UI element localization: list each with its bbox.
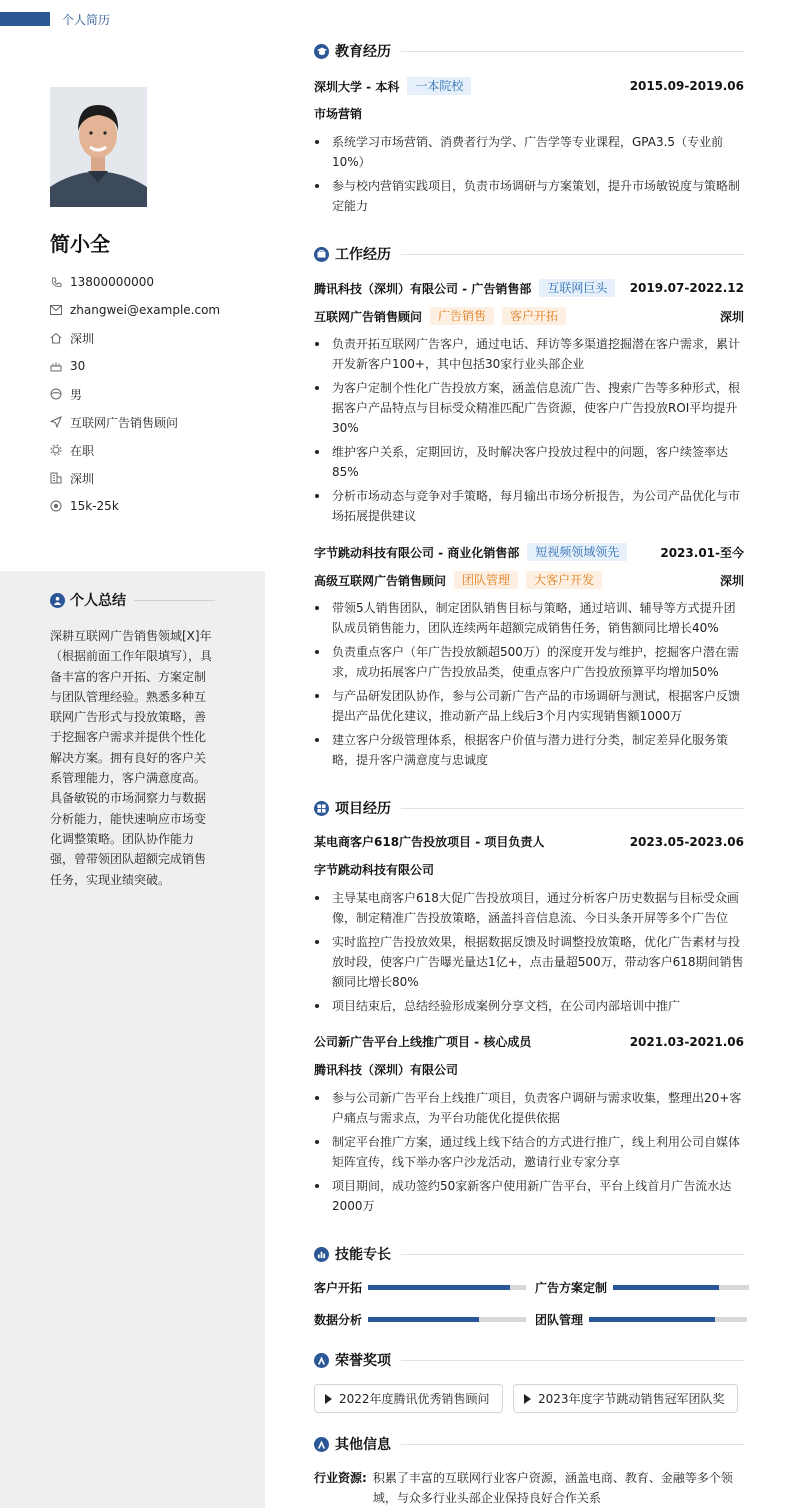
user-circle-icon <box>50 593 65 608</box>
skill-track <box>589 1317 747 1322</box>
info-gender-text: 男 <box>70 387 83 402</box>
skill-item <box>314 1311 526 1328</box>
skill-name: 客户开拓 <box>314 1281 363 1295</box>
project-period: 2023.05-2023.06 <box>629 834 744 849</box>
work-title: 工作经历 <box>335 247 391 263</box>
list-item: 带领5人销售团队，制定团队销售目标与策略，通过培训、辅导等方式提升团队成员销售能力，团队连续两年超额完成销售任务，销售额同比增长40% <box>314 598 744 638</box>
coin-icon <box>50 500 62 512</box>
award-text: 2022年度腾讯优秀销售顾问 <box>339 1392 490 1406</box>
bar-chart-icon <box>314 1247 329 1262</box>
list-item: 主导某电商客户618大促广告投放项目，通过分析客户历史数据与目标受众画像，制定精准广告投放策略，涵盖抖音信息流、今日头条开屏等多个广告位 <box>314 888 744 928</box>
list-item: 与产品研发团队协作，参与公司新广告产品的市场调研与测试，根据客户反馈提出产品优化建议，推动新产品上线后3个月内实现销售额1000万 <box>314 686 744 726</box>
skill-fill <box>368 1317 479 1322</box>
award-icon <box>314 1353 329 1368</box>
info-age <box>50 352 220 380</box>
list-item: 为客户定制个性化广告投放方案，涵盖信息流广告、搜索广告等多种形式，根据客户产品特点与目标受众精准匹配广告资源，使客户广告投放ROI平均提升30% <box>314 378 744 438</box>
job-city: 深圳 <box>719 573 744 588</box>
education-title: 教育经历 <box>335 44 391 60</box>
divider <box>401 808 744 809</box>
job-role: 高级互联网广告销售顾问 <box>314 573 447 588</box>
header-accent-bar <box>0 12 50 26</box>
list-item: 分析市场动态与竞争对手策略，每月输出市场分析报告，为公司产品优化与市场拓展提供建议 <box>314 486 744 526</box>
play-icon <box>325 1394 332 1404</box>
divider <box>401 51 744 52</box>
summary-text: 深耕互联网广告销售领域[X]年（根据前面工作年限填写），具备丰富的客户开拓、方案定制与团队管理经验。熟悉多种互联网广告形式与投放策略，善于挖掘客户需求并提供个性化解决方案。拥有良好的客户关系管理能力，客户满意度高。具备敏锐的市场洞察力与数据分析能力，能快速响应市场变化调整策略。团队协作能力强，曾带领团队超额完成销售任务，实现业绩突破。 <box>50 629 213 887</box>
home-icon <box>50 332 62 344</box>
info-email <box>50 296 220 324</box>
skill-item <box>535 1311 747 1328</box>
awards-title: 荣誉奖项 <box>335 1353 391 1369</box>
award-item <box>513 1384 738 1413</box>
info-city-text: 深圳 <box>70 471 95 486</box>
summary-title: 个人总结 <box>70 593 126 609</box>
awards-header <box>314 1350 744 1370</box>
info-salary-text: 15k-25k <box>70 499 119 513</box>
education-period: 2015.09-2019.06 <box>629 79 744 93</box>
job-skill-tag: 大客户开发 <box>526 571 602 589</box>
skill-fill <box>589 1317 715 1322</box>
info-phone <box>50 268 220 296</box>
job-role: 互联网广告销售顾问 <box>314 309 423 324</box>
job-role-row <box>314 307 744 325</box>
projects-header <box>314 798 744 818</box>
avatar <box>50 87 147 207</box>
project-row <box>314 833 744 850</box>
info-email-text: zhangwei@example.com <box>70 303 221 317</box>
education-header <box>314 41 744 61</box>
job-tag: 短视频领域领先 <box>527 543 627 561</box>
job-city: 深圳 <box>719 309 744 324</box>
divider <box>134 600 215 601</box>
info-age-text: 30 <box>70 359 86 373</box>
project-org-row <box>314 861 744 878</box>
job-skill-tag: 广告销售 <box>430 307 494 325</box>
divider <box>401 1444 744 1445</box>
info-position <box>50 408 220 436</box>
other-row <box>314 1468 744 1508</box>
summary-header <box>50 590 215 610</box>
mail-icon <box>50 304 62 316</box>
skills-title: 技能专长 <box>335 1247 391 1263</box>
job-company: 腾讯科技（深圳）有限公司 - 广告销售部 <box>314 281 532 296</box>
job-role-row <box>314 571 744 589</box>
list-item: 系统学习市场营销、消费者行为学、广告学等专业课程，GPA3.5（专业前10%） <box>314 132 744 172</box>
job-skill-tag: 团队管理 <box>454 571 518 589</box>
other-title: 其他信息 <box>335 1437 391 1453</box>
info-location-text: 深圳 <box>70 331 95 346</box>
info-status <box>50 436 220 464</box>
info-city <box>50 464 220 492</box>
info-status-text: 在职 <box>70 443 95 458</box>
skill-name: 团队管理 <box>535 1313 584 1327</box>
project-org: 腾讯科技（深圳）有限公司 <box>314 1063 459 1077</box>
send-icon <box>50 416 62 428</box>
briefcase-icon <box>314 247 329 262</box>
play-icon <box>524 1394 531 1404</box>
divider <box>401 1360 744 1361</box>
header-label: 个人简历 <box>62 13 111 27</box>
profile-name: 简小全 <box>50 232 110 256</box>
skill-track <box>368 1285 526 1290</box>
education-major: 市场营销 <box>314 107 363 121</box>
list-item: 维护客户关系，定期回访，及时解决客户投放过程中的问题，客户续签率达85% <box>314 442 744 482</box>
list-item: 实时监控广告投放效果，根据数据反馈及时调整投放策略，优化广告素材与投放时段，使客户广告曝光量达1亿+，点击量超500万，带动客户618期间销售额同比增长80% <box>314 932 744 992</box>
skill-item <box>535 1279 749 1296</box>
list-item: 负责开拓互联网广告客户，通过电话、拜访等多渠道挖掘潜在客户需求，累计开发新客户100+，其中包括30家行业头部企业 <box>314 334 744 374</box>
user-icon <box>50 388 62 400</box>
building-icon <box>50 472 62 484</box>
project-name: 某电商客户618广告投放项目 - 项目负责人 <box>314 835 545 849</box>
job-row <box>314 279 744 297</box>
skill-item <box>314 1279 526 1296</box>
list-item: 参与校内营销实践项目，负责市场调研与方案策划，提升市场敏锐度与策略制定能力 <box>314 176 744 216</box>
education-major-row <box>314 105 744 122</box>
project-org: 字节跳动科技有限公司 <box>314 863 435 877</box>
job-period: 2019.07-2022.12 <box>629 281 744 295</box>
skill-track <box>613 1285 749 1290</box>
education-tag: 一本院校 <box>407 77 471 95</box>
gear-icon <box>50 444 62 456</box>
info-phone-text: 13800000000 <box>70 275 154 289</box>
other-value: 积累了丰富的互联网行业客户资源，涵盖电商、教育、金融等多个领域，与众多行业头部企业保持良好合作关系 <box>372 1471 733 1505</box>
grid-icon <box>314 801 329 816</box>
divider <box>401 254 744 255</box>
list-item: 建立客户分级管理体系，根据客户价值与潜力进行分类，制定差异化服务策略，提升客户满意度与忠诚度 <box>314 730 744 770</box>
info-salary <box>50 492 220 520</box>
job-company: 字节跳动科技有限公司 - 商业化销售部 <box>314 545 520 560</box>
award-text: 2023年度字节跳动销售冠军团队奖 <box>538 1392 725 1406</box>
skill-name: 广告方案定制 <box>535 1281 608 1295</box>
project-org-row <box>314 1061 744 1078</box>
projects-title: 项目经历 <box>335 801 391 817</box>
job-skill-tag: 客户开拓 <box>502 307 566 325</box>
info-gender <box>50 380 220 408</box>
skill-fill <box>368 1285 510 1290</box>
phone-icon <box>50 276 62 288</box>
skill-fill <box>613 1285 719 1290</box>
divider <box>401 1254 744 1255</box>
graduation-cap-icon <box>314 44 329 59</box>
project-period: 2021.03-2021.06 <box>629 1034 744 1049</box>
list-item: 制定平台推广方案，通过线上线下结合的方式进行推广，线上利用公司自媒体矩阵宣传，线下举办客户沙龙活动，邀请行业专家分享 <box>314 1132 744 1172</box>
info-location <box>50 324 220 352</box>
job-row <box>314 543 744 561</box>
cake-icon <box>50 360 62 372</box>
job-period: 2023.01-至今 <box>660 545 744 560</box>
skills-header <box>314 1244 744 1264</box>
work-header <box>314 244 744 264</box>
skill-track <box>368 1317 526 1322</box>
contact-info <box>50 268 220 520</box>
skill-name: 数据分析 <box>314 1313 363 1327</box>
award-item <box>314 1384 503 1413</box>
education-school: 深圳大学 - 本科 <box>314 79 400 94</box>
education-row <box>314 77 744 95</box>
other-header <box>314 1434 744 1454</box>
info-position-text: 互联网广告销售顾问 <box>70 415 179 430</box>
project-name: 公司新广告平台上线推广项目 - 核心成员 <box>314 1035 532 1049</box>
award-icon <box>314 1437 329 1452</box>
list-item: 项目结束后，总结经验形成案例分享文档，在公司内部培训中推广 <box>314 996 744 1016</box>
list-item: 参与公司新广告平台上线推广项目，负责客户调研与需求收集，整理出20+客户痛点与需求点，为平台功能优化提供依据 <box>314 1088 744 1128</box>
project-row <box>314 1033 744 1050</box>
list-item: 负责重点客户（年广告投放额超500万）的深度开发与维护，挖掘客户潜在需求，成功拓展客户广告投放品类，使重点客户广告投放预算平均增加50% <box>314 642 744 682</box>
job-tag: 互联网巨头 <box>539 279 615 297</box>
other-key: 行业资源: <box>314 1471 367 1485</box>
list-item: 项目期间，成功签约50家新客户使用新广告平台，平台上线首月广告流水达2000万 <box>314 1176 744 1216</box>
